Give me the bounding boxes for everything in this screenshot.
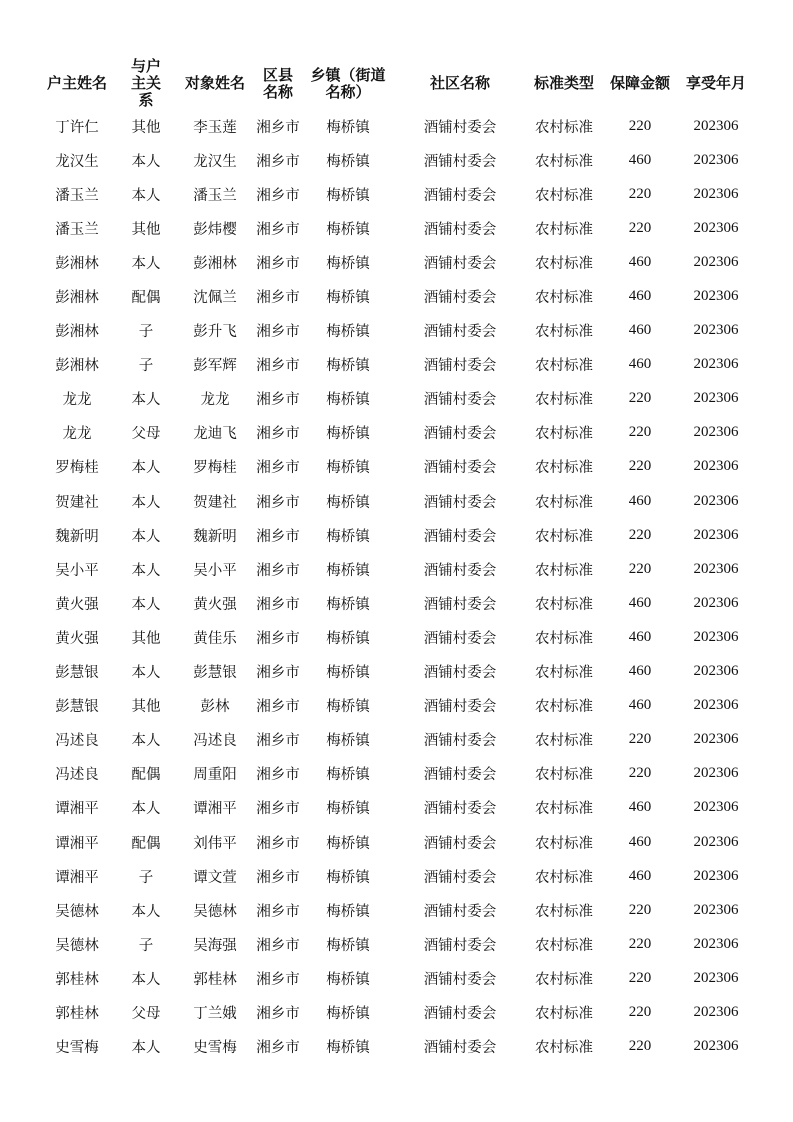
cell-relation: 其他 xyxy=(131,699,161,716)
header-standard-type: 标准类型 xyxy=(533,74,594,92)
table-row xyxy=(38,450,754,484)
cell-township: 梅桥镇 xyxy=(326,358,370,375)
cell-recipient-name: 吴小平 xyxy=(193,562,237,579)
cell-county: 湘乡市 xyxy=(256,221,300,238)
cell-community: 酒铺村委会 xyxy=(423,903,497,920)
cell-recipient-name: 谭湘平 xyxy=(193,801,237,818)
cell-householder-name: 郭桂林 xyxy=(55,1005,99,1022)
cell-relation: 本人 xyxy=(131,255,161,272)
cell-amount: 460 xyxy=(628,697,652,714)
cell-county: 湘乡市 xyxy=(256,426,300,443)
cell-recipient-name: 彭炜樱 xyxy=(193,221,237,238)
cell-recipient-name: 郭桂林 xyxy=(193,971,237,988)
cell-year-month: 202306 xyxy=(693,424,739,441)
cell-householder-name: 龙龙 xyxy=(62,426,92,443)
cell-standard-type: 农村标准 xyxy=(535,255,593,272)
table-row xyxy=(38,279,754,313)
cell-recipient-name: 龙龙 xyxy=(200,392,230,409)
cell-year-month: 202306 xyxy=(693,765,739,782)
cell-township: 梅桥镇 xyxy=(326,392,370,409)
cell-relation: 本人 xyxy=(131,903,161,920)
cell-year-month: 202306 xyxy=(693,969,739,986)
cell-year-month: 202306 xyxy=(693,1003,739,1020)
table-row xyxy=(38,245,754,279)
cell-community: 酒铺村委会 xyxy=(423,869,497,886)
cell-community: 酒铺村委会 xyxy=(423,801,497,818)
cell-relation: 本人 xyxy=(131,494,161,511)
cell-township: 梅桥镇 xyxy=(326,1040,370,1057)
header-amount: 保障金额 xyxy=(609,74,670,92)
header-county: 区县名称 xyxy=(262,65,293,101)
cell-recipient-name: 吴德林 xyxy=(193,903,237,920)
cell-householder-name: 龙汉生 xyxy=(55,153,99,170)
cell-community: 酒铺村委会 xyxy=(423,187,497,204)
cell-recipient-name: 贺建社 xyxy=(193,494,237,511)
cell-relation: 本人 xyxy=(131,665,161,682)
cell-year-month: 202306 xyxy=(693,833,739,850)
cell-county: 湘乡市 xyxy=(256,767,300,784)
cell-county: 湘乡市 xyxy=(256,903,300,920)
cell-community: 酒铺村委会 xyxy=(423,255,497,272)
cell-standard-type: 农村标准 xyxy=(535,630,593,647)
cell-recipient-name: 沈佩兰 xyxy=(193,290,237,307)
cell-township: 梅桥镇 xyxy=(326,187,370,204)
cell-community: 酒铺村委会 xyxy=(423,699,497,716)
cell-county: 湘乡市 xyxy=(256,699,300,716)
cell-relation: 其他 xyxy=(131,221,161,238)
cell-recipient-name: 黄火强 xyxy=(193,596,237,613)
cell-county: 湘乡市 xyxy=(256,630,300,647)
cell-community: 酒铺村委会 xyxy=(423,494,497,511)
cell-relation: 本人 xyxy=(131,1040,161,1057)
cell-recipient-name: 彭升飞 xyxy=(193,324,237,341)
cell-year-month: 202306 xyxy=(693,560,739,577)
cell-recipient-name: 冯述良 xyxy=(193,733,237,750)
cell-county: 湘乡市 xyxy=(256,392,300,409)
table-row xyxy=(38,893,754,927)
cell-recipient-name: 周重阳 xyxy=(193,767,237,784)
cell-amount: 220 xyxy=(628,117,652,134)
cell-relation: 其他 xyxy=(131,119,161,136)
cell-relation: 父母 xyxy=(131,426,161,443)
cell-amount: 460 xyxy=(628,833,652,850)
cell-community: 酒铺村委会 xyxy=(423,221,497,238)
cell-standard-type: 农村标准 xyxy=(535,733,593,750)
cell-township: 梅桥镇 xyxy=(326,801,370,818)
cell-householder-name: 谭湘平 xyxy=(55,869,99,886)
cell-relation: 本人 xyxy=(131,971,161,988)
cell-standard-type: 农村标准 xyxy=(535,392,593,409)
cell-relation: 本人 xyxy=(131,733,161,750)
cell-year-month: 202306 xyxy=(693,526,739,543)
cell-relation: 子 xyxy=(138,324,154,341)
cell-county: 湘乡市 xyxy=(256,733,300,750)
cell-householder-name: 龙龙 xyxy=(62,392,92,409)
cell-amount: 220 xyxy=(628,901,652,918)
cell-community: 酒铺村委会 xyxy=(423,733,497,750)
cell-year-month: 202306 xyxy=(693,390,739,407)
cell-householder-name: 黄火强 xyxy=(55,596,99,613)
cell-amount: 220 xyxy=(628,185,652,202)
cell-community: 酒铺村委会 xyxy=(423,460,497,477)
cell-recipient-name: 谭文萱 xyxy=(193,869,237,886)
cell-amount: 460 xyxy=(628,628,652,645)
header-recipient-name: 对象姓名 xyxy=(184,74,245,92)
cell-standard-type: 农村标准 xyxy=(535,119,593,136)
cell-year-month: 202306 xyxy=(693,1038,739,1055)
cell-householder-name: 吴德林 xyxy=(55,937,99,954)
cell-year-month: 202306 xyxy=(693,799,739,816)
cell-community: 酒铺村委会 xyxy=(423,937,497,954)
table-row xyxy=(38,416,754,450)
cell-county: 湘乡市 xyxy=(256,358,300,375)
cell-relation: 本人 xyxy=(131,187,161,204)
cell-householder-name: 谭湘平 xyxy=(55,801,99,818)
cell-township: 梅桥镇 xyxy=(326,596,370,613)
cell-year-month: 202306 xyxy=(693,492,739,509)
cell-amount: 220 xyxy=(628,526,652,543)
cell-township: 梅桥镇 xyxy=(326,153,370,170)
table-row xyxy=(38,825,754,859)
cell-township: 梅桥镇 xyxy=(326,971,370,988)
cell-community: 酒铺村委会 xyxy=(423,324,497,341)
table-row xyxy=(38,586,754,620)
cell-community: 酒铺村委会 xyxy=(423,119,497,136)
cell-householder-name: 冯述良 xyxy=(55,767,99,784)
cell-amount: 220 xyxy=(628,390,652,407)
cell-standard-type: 农村标准 xyxy=(535,835,593,852)
cell-county: 湘乡市 xyxy=(256,494,300,511)
cell-standard-type: 农村标准 xyxy=(535,153,593,170)
cell-year-month: 202306 xyxy=(693,935,739,952)
cell-amount: 460 xyxy=(628,492,652,509)
table-row xyxy=(38,655,754,689)
cell-county: 湘乡市 xyxy=(256,937,300,954)
cell-township: 梅桥镇 xyxy=(326,221,370,238)
cell-relation: 本人 xyxy=(131,562,161,579)
cell-county: 湘乡市 xyxy=(256,971,300,988)
cell-amount: 460 xyxy=(628,799,652,816)
cell-relation: 本人 xyxy=(131,392,161,409)
cell-community: 酒铺村委会 xyxy=(423,971,497,988)
cell-amount: 220 xyxy=(628,765,652,782)
cell-year-month: 202306 xyxy=(693,151,739,168)
cell-county: 湘乡市 xyxy=(256,290,300,307)
cell-amount: 460 xyxy=(628,594,652,611)
cell-amount: 460 xyxy=(628,322,652,339)
cell-township: 梅桥镇 xyxy=(326,733,370,750)
cell-standard-type: 农村标准 xyxy=(535,903,593,920)
cell-township: 梅桥镇 xyxy=(326,1005,370,1022)
cell-year-month: 202306 xyxy=(693,117,739,134)
cell-householder-name: 彭湘林 xyxy=(55,358,99,375)
cell-county: 湘乡市 xyxy=(256,596,300,613)
cell-householder-name: 罗梅桂 xyxy=(55,460,99,477)
cell-county: 湘乡市 xyxy=(256,1005,300,1022)
cell-householder-name: 丁许仁 xyxy=(55,119,99,136)
cell-standard-type: 农村标准 xyxy=(535,358,593,375)
table-row xyxy=(38,859,754,893)
cell-county: 湘乡市 xyxy=(256,324,300,341)
table-row xyxy=(38,382,754,416)
cell-community: 酒铺村委会 xyxy=(423,596,497,613)
cell-householder-name: 郭桂林 xyxy=(55,971,99,988)
table-row xyxy=(38,689,754,723)
cell-householder-name: 魏新明 xyxy=(55,528,99,545)
table-row xyxy=(38,552,754,586)
cell-householder-name: 吴德林 xyxy=(55,903,99,920)
cell-relation: 本人 xyxy=(131,153,161,170)
cell-township: 梅桥镇 xyxy=(326,630,370,647)
table-row xyxy=(38,927,754,961)
cell-year-month: 202306 xyxy=(693,867,739,884)
cell-standard-type: 农村标准 xyxy=(535,767,593,784)
cell-standard-type: 农村标准 xyxy=(535,596,593,613)
table-row xyxy=(38,518,754,552)
table-row xyxy=(38,620,754,654)
cell-year-month: 202306 xyxy=(693,288,739,305)
cell-relation: 子 xyxy=(138,937,154,954)
cell-amount: 220 xyxy=(628,935,652,952)
cell-recipient-name: 吴海强 xyxy=(193,937,237,954)
cell-standard-type: 农村标准 xyxy=(535,494,593,511)
cell-county: 湘乡市 xyxy=(256,801,300,818)
cell-relation: 子 xyxy=(138,358,154,375)
cell-amount: 220 xyxy=(628,219,652,236)
cell-township: 梅桥镇 xyxy=(326,494,370,511)
cell-year-month: 202306 xyxy=(693,663,739,680)
cell-standard-type: 农村标准 xyxy=(535,869,593,886)
cell-recipient-name: 史雪梅 xyxy=(193,1040,237,1057)
cell-year-month: 202306 xyxy=(693,901,739,918)
header-township: 乡镇（街道名称） xyxy=(310,65,386,101)
table-row xyxy=(38,143,754,177)
cell-community: 酒铺村委会 xyxy=(423,1005,497,1022)
beneficiary-table xyxy=(38,58,754,1064)
cell-amount: 460 xyxy=(628,151,652,168)
cell-relation: 本人 xyxy=(131,528,161,545)
table-row xyxy=(38,791,754,825)
cell-community: 酒铺村委会 xyxy=(423,767,497,784)
cell-standard-type: 农村标准 xyxy=(535,937,593,954)
cell-standard-type: 农村标准 xyxy=(535,562,593,579)
cell-county: 湘乡市 xyxy=(256,460,300,477)
cell-county: 湘乡市 xyxy=(256,187,300,204)
cell-householder-name: 贺建社 xyxy=(55,494,99,511)
cell-township: 梅桥镇 xyxy=(326,835,370,852)
table-row xyxy=(38,723,754,757)
cell-standard-type: 农村标准 xyxy=(535,1040,593,1057)
cell-householder-name: 彭慧银 xyxy=(55,699,99,716)
cell-county: 湘乡市 xyxy=(256,562,300,579)
cell-township: 梅桥镇 xyxy=(326,562,370,579)
cell-township: 梅桥镇 xyxy=(326,937,370,954)
cell-recipient-name: 龙迪飞 xyxy=(193,426,237,443)
cell-year-month: 202306 xyxy=(693,322,739,339)
cell-recipient-name: 罗梅桂 xyxy=(193,460,237,477)
cell-year-month: 202306 xyxy=(693,594,739,611)
cell-standard-type: 农村标准 xyxy=(535,426,593,443)
cell-township: 梅桥镇 xyxy=(326,426,370,443)
cell-standard-type: 农村标准 xyxy=(535,324,593,341)
cell-relation: 本人 xyxy=(131,596,161,613)
cell-householder-name: 史雪梅 xyxy=(55,1040,99,1057)
cell-year-month: 202306 xyxy=(693,628,739,645)
table-row xyxy=(38,348,754,382)
cell-recipient-name: 刘伟平 xyxy=(193,835,237,852)
cell-standard-type: 农村标准 xyxy=(535,699,593,716)
cell-township: 梅桥镇 xyxy=(326,528,370,545)
cell-year-month: 202306 xyxy=(693,185,739,202)
cell-relation: 父母 xyxy=(131,1005,161,1022)
cell-year-month: 202306 xyxy=(693,219,739,236)
cell-county: 湘乡市 xyxy=(256,255,300,272)
cell-recipient-name: 丁兰娥 xyxy=(193,1005,237,1022)
table-row xyxy=(38,177,754,211)
header-relation: 与户主关系 xyxy=(130,58,161,109)
cell-amount: 220 xyxy=(628,1003,652,1020)
cell-county: 湘乡市 xyxy=(256,153,300,170)
cell-community: 酒铺村委会 xyxy=(423,1040,497,1057)
cell-county: 湘乡市 xyxy=(256,119,300,136)
cell-relation: 本人 xyxy=(131,460,161,477)
cell-year-month: 202306 xyxy=(693,356,739,373)
cell-amount: 460 xyxy=(628,663,652,680)
cell-year-month: 202306 xyxy=(693,731,739,748)
cell-amount: 220 xyxy=(628,731,652,748)
cell-community: 酒铺村委会 xyxy=(423,426,497,443)
table-row xyxy=(38,961,754,995)
cell-relation: 本人 xyxy=(131,801,161,818)
cell-recipient-name: 彭林 xyxy=(200,699,230,716)
cell-relation: 配偶 xyxy=(131,767,161,784)
cell-community: 酒铺村委会 xyxy=(423,358,497,375)
cell-community: 酒铺村委会 xyxy=(423,630,497,647)
cell-amount: 220 xyxy=(628,458,652,475)
cell-township: 梅桥镇 xyxy=(326,290,370,307)
cell-householder-name: 谭湘平 xyxy=(55,835,99,852)
cell-householder-name: 冯述良 xyxy=(55,733,99,750)
table-row xyxy=(38,757,754,791)
cell-recipient-name: 魏新明 xyxy=(193,528,237,545)
cell-relation: 子 xyxy=(138,869,154,886)
cell-amount: 460 xyxy=(628,288,652,305)
cell-community: 酒铺村委会 xyxy=(423,392,497,409)
cell-county: 湘乡市 xyxy=(256,1040,300,1057)
cell-year-month: 202306 xyxy=(693,458,739,475)
cell-year-month: 202306 xyxy=(693,253,739,270)
cell-standard-type: 农村标准 xyxy=(535,221,593,238)
cell-relation: 配偶 xyxy=(131,835,161,852)
cell-amount: 460 xyxy=(628,867,652,884)
cell-community: 酒铺村委会 xyxy=(423,153,497,170)
cell-householder-name: 潘玉兰 xyxy=(55,187,99,204)
cell-township: 梅桥镇 xyxy=(326,255,370,272)
cell-township: 梅桥镇 xyxy=(326,324,370,341)
cell-year-month: 202306 xyxy=(693,697,739,714)
cell-county: 湘乡市 xyxy=(256,528,300,545)
cell-householder-name: 潘玉兰 xyxy=(55,221,99,238)
cell-amount: 460 xyxy=(628,253,652,270)
cell-householder-name: 彭湘林 xyxy=(55,255,99,272)
cell-township: 梅桥镇 xyxy=(326,665,370,682)
cell-township: 梅桥镇 xyxy=(326,460,370,477)
cell-community: 酒铺村委会 xyxy=(423,562,497,579)
cell-recipient-name: 潘玉兰 xyxy=(193,187,237,204)
cell-householder-name: 彭慧银 xyxy=(55,665,99,682)
cell-recipient-name: 彭慧银 xyxy=(193,665,237,682)
cell-standard-type: 农村标准 xyxy=(535,1005,593,1022)
header-householder-name: 户主姓名 xyxy=(46,74,107,92)
cell-recipient-name: 李玉莲 xyxy=(193,119,237,136)
cell-recipient-name: 黄佳乐 xyxy=(193,630,237,647)
table-row xyxy=(38,211,754,245)
cell-recipient-name: 彭湘林 xyxy=(193,255,237,272)
cell-standard-type: 农村标准 xyxy=(535,971,593,988)
cell-community: 酒铺村委会 xyxy=(423,665,497,682)
cell-recipient-name: 彭军辉 xyxy=(193,358,237,375)
cell-relation: 其他 xyxy=(131,630,161,647)
cell-amount: 220 xyxy=(628,560,652,577)
cell-amount: 460 xyxy=(628,356,652,373)
cell-township: 梅桥镇 xyxy=(326,903,370,920)
header-year-month: 享受年月 xyxy=(685,74,746,92)
cell-county: 湘乡市 xyxy=(256,869,300,886)
cell-householder-name: 彭湘林 xyxy=(55,290,99,307)
cell-householder-name: 吴小平 xyxy=(55,562,99,579)
cell-county: 湘乡市 xyxy=(256,835,300,852)
cell-amount: 220 xyxy=(628,424,652,441)
table-row xyxy=(38,314,754,348)
cell-householder-name: 黄火强 xyxy=(55,630,99,647)
cell-recipient-name: 龙汉生 xyxy=(193,153,237,170)
table-row xyxy=(38,109,754,143)
cell-township: 梅桥镇 xyxy=(326,767,370,784)
cell-standard-type: 农村标准 xyxy=(535,290,593,307)
cell-county: 湘乡市 xyxy=(256,665,300,682)
cell-community: 酒铺村委会 xyxy=(423,528,497,545)
cell-standard-type: 农村标准 xyxy=(535,801,593,818)
cell-standard-type: 农村标准 xyxy=(535,460,593,477)
header-row xyxy=(38,58,754,109)
cell-community: 酒铺村委会 xyxy=(423,290,497,307)
cell-township: 梅桥镇 xyxy=(326,119,370,136)
cell-amount: 220 xyxy=(628,969,652,986)
table-row xyxy=(38,484,754,518)
table-row xyxy=(38,1030,754,1064)
table-row xyxy=(38,995,754,1029)
cell-township: 梅桥镇 xyxy=(326,699,370,716)
cell-standard-type: 农村标准 xyxy=(535,187,593,204)
cell-community: 酒铺村委会 xyxy=(423,835,497,852)
cell-standard-type: 农村标准 xyxy=(535,665,593,682)
cell-relation: 配偶 xyxy=(131,290,161,307)
cell-amount: 220 xyxy=(628,1038,652,1055)
cell-township: 梅桥镇 xyxy=(326,869,370,886)
cell-householder-name: 彭湘林 xyxy=(55,324,99,341)
cell-standard-type: 农村标准 xyxy=(535,528,593,545)
header-community: 社区名称 xyxy=(429,74,490,92)
